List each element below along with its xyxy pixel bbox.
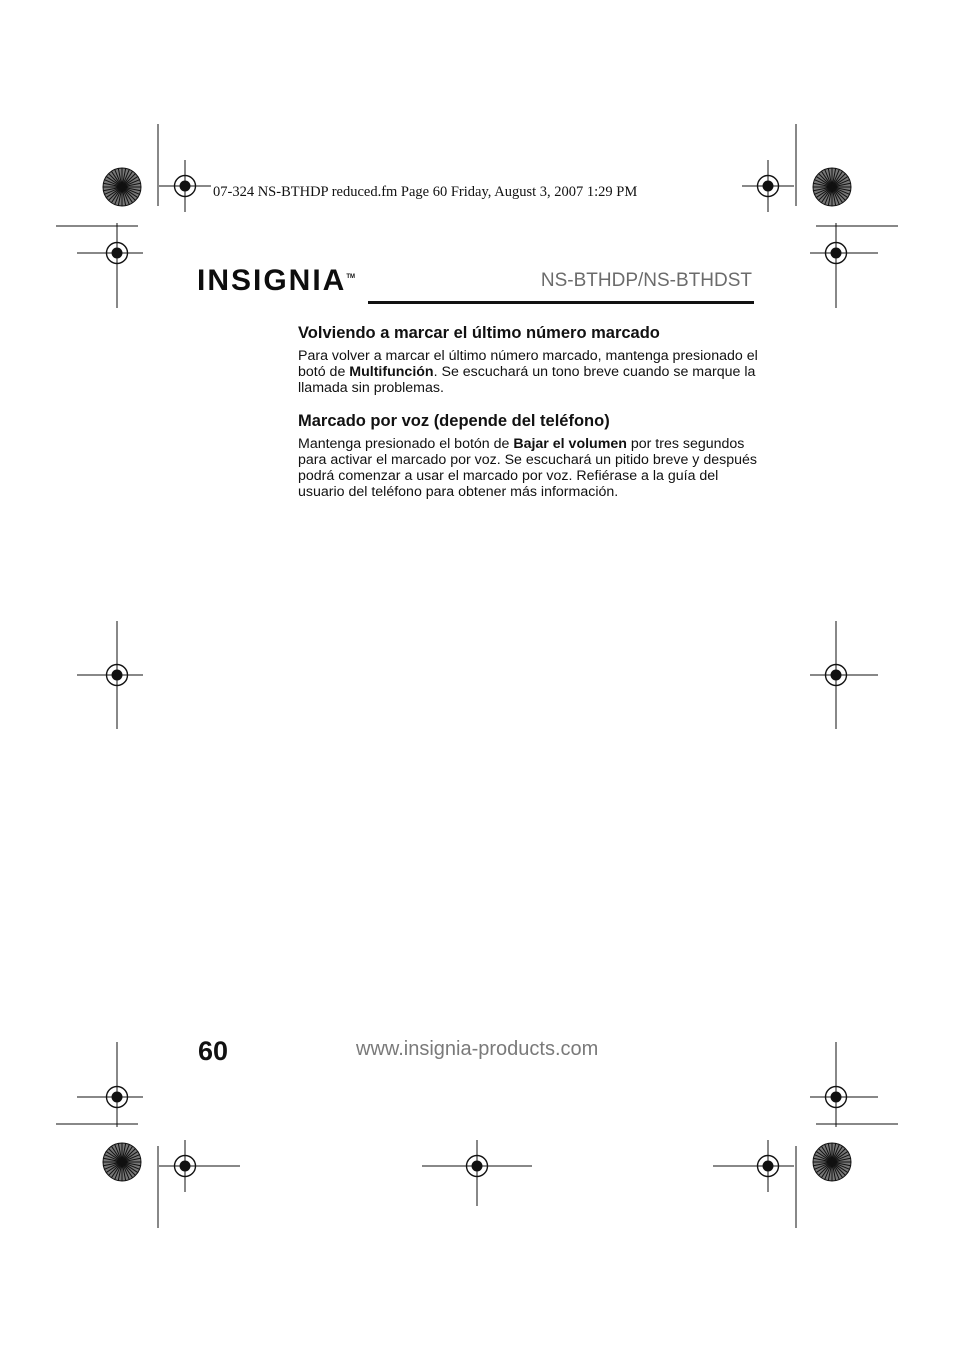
page-number: 60 xyxy=(198,1036,229,1066)
registration-mark-icon xyxy=(810,1071,862,1123)
section-body: Para volver a marcar el último número marcado, mantenga presionado el botó de Multifunción. Se escuchará un tono breve cuando se marque la llamada sin problemas. xyxy=(298,348,758,396)
bold-term: Multifunción xyxy=(349,363,434,380)
logo-text: INSIGNIA xyxy=(197,264,347,297)
header-rule xyxy=(368,301,754,304)
insignia-logo xyxy=(197,264,355,298)
bold-term: Bajar el volumen xyxy=(513,436,627,453)
registration-mark-icon xyxy=(810,649,862,701)
registration-mark-icon xyxy=(159,160,211,212)
main-content xyxy=(298,324,758,517)
registration-mark-icon xyxy=(742,1140,794,1192)
footer-url: www.insignia-products.com xyxy=(356,1038,599,1060)
registration-mark-icon xyxy=(91,1071,143,1123)
registration-mark-icon xyxy=(451,1140,503,1192)
section-body: Mantenga presionado el botón de Bajar el volumen por tres segundos para activar el marcado por voz. Se escuchará un pitido breve y después podrá comenzar a usar el marcado por voz. Refiérase a la guía del usuario del teléfono para obtener más información. xyxy=(298,436,757,500)
star-target-icon xyxy=(103,168,141,206)
star-target-icon xyxy=(813,1143,851,1181)
star-target-icon xyxy=(103,1143,141,1181)
trademark-symbol: TM xyxy=(346,274,356,280)
print-slug: 07-324 NS-BTHDP reduced.fm Page 60 Friday, August 3, 2007 1:29 PM xyxy=(213,184,638,200)
registration-mark-icon xyxy=(91,227,143,279)
section-heading: Volviendo a marcar el último número marcado xyxy=(298,324,660,342)
registration-mark-icon xyxy=(159,1140,211,1192)
registration-mark-icon xyxy=(91,649,143,701)
model-number: NS-BTHDP/NS-BTHDST xyxy=(540,270,752,291)
registration-mark-icon xyxy=(742,160,794,212)
registration-mark-icon xyxy=(810,227,862,279)
section-heading: Marcado por voz (depende del teléfono) xyxy=(298,412,610,431)
star-target-icon xyxy=(813,168,851,206)
